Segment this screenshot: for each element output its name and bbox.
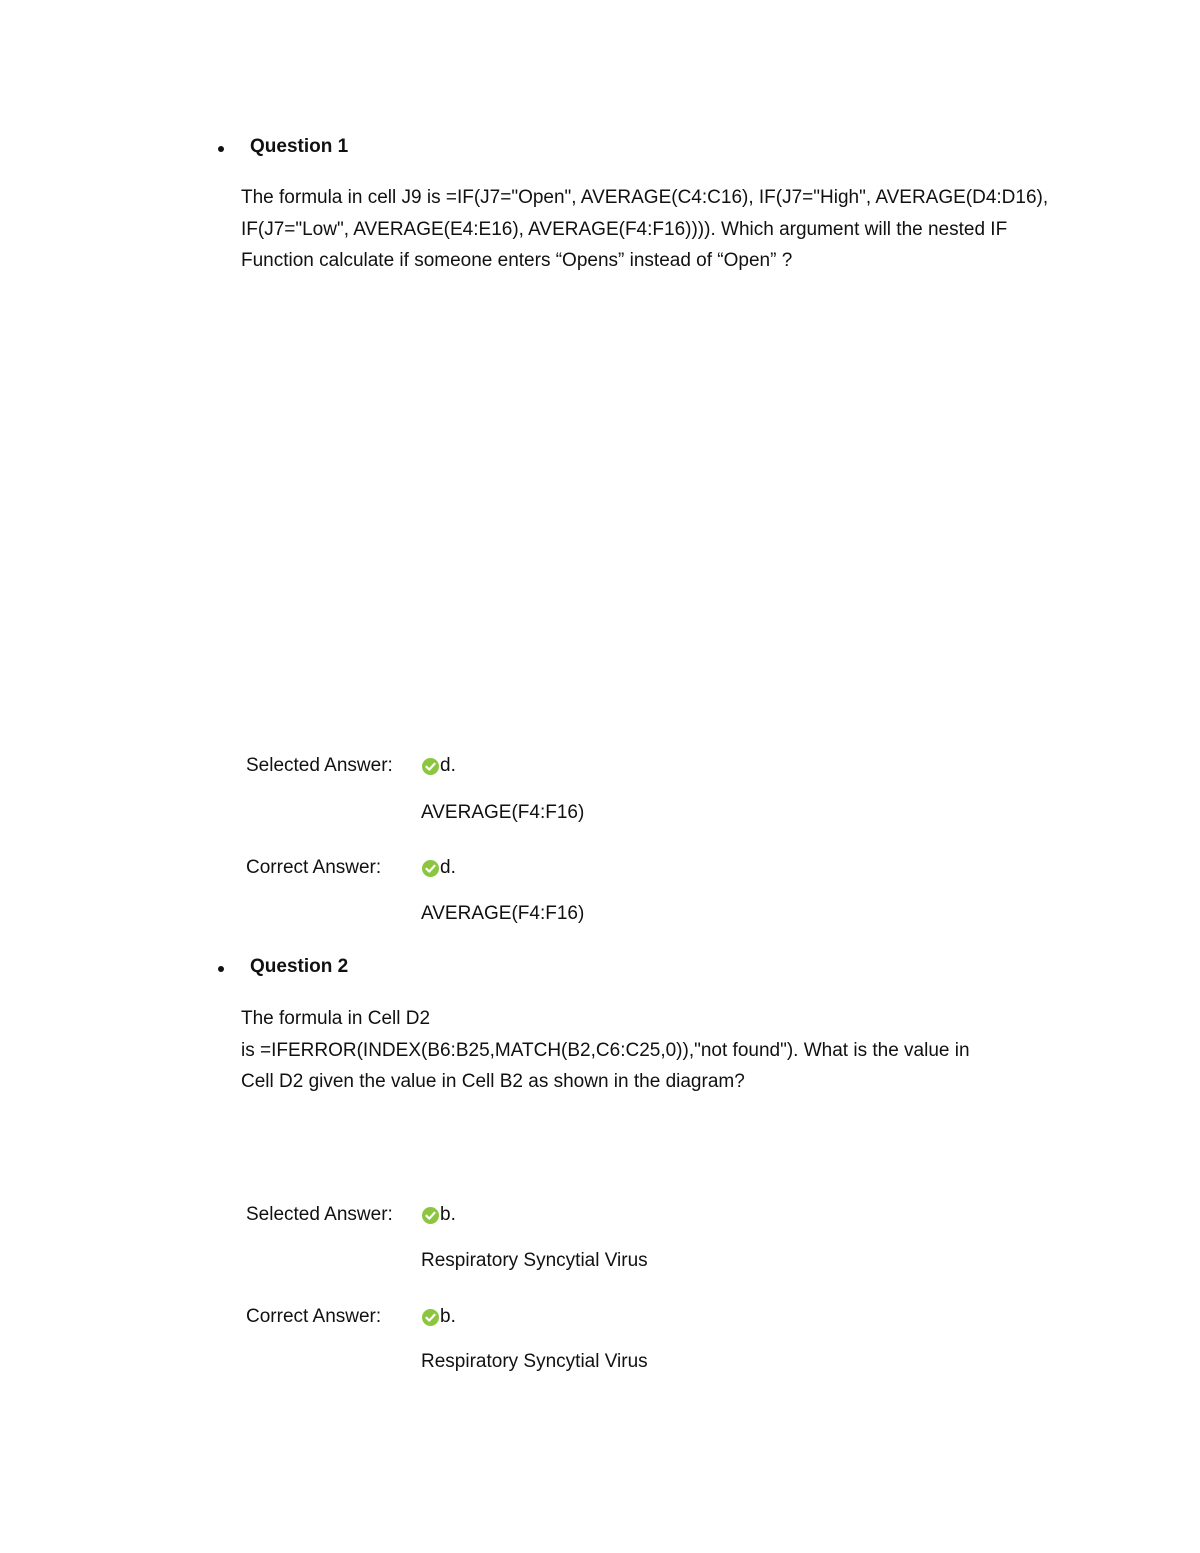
correct-answer-label: Correct Answer: [246,1306,382,1327]
check-circle-icon [422,1309,439,1326]
check-circle-icon [422,860,439,877]
selected-answer-label: Selected Answer: [246,755,393,776]
correct-answer-choice [422,1305,456,1329]
correct-answer-text: AVERAGE(F4:F16) [421,903,585,924]
selected-answer-text: AVERAGE(F4:F16) [421,802,585,823]
correct-answer-letter: b. [440,1306,456,1327]
question-2-text-line: Cell D2 given the value in Cell B2 as shown in the diagram? [241,1071,745,1092]
check-circle-icon [422,758,439,775]
question-1-text-line: Function calculate if someone enters “Opens” instead of “Open” ? [241,250,793,271]
selected-answer-letter: b. [440,1204,456,1225]
question-1-text [241,182,1121,277]
question-2-title: Question 2 [250,956,349,977]
selected-answer-text: Respiratory Syncytial Virus [421,1250,648,1271]
question-1-title: Question 1 [250,136,349,157]
bullet-dot-icon [218,146,224,152]
correct-answer-text: Respiratory Syncytial Virus [421,1351,648,1372]
question-2-text [241,1003,1121,1098]
bullet-dot-icon [218,966,224,972]
correct-answer-label: Correct Answer: [246,857,382,878]
question-1-text-line: IF(J7="Low", AVERAGE(E4:E16), AVERAGE(F4:F16)))). Which argument will the nested IF [241,218,1008,240]
question-2-text-line: is =IFERROR(INDEX(B6:B25,MATCH(B2,C6:C25,0)),"not found"). What is the value in [241,1039,970,1061]
selected-answer-letter: d. [440,755,456,776]
question-2-text-line: The formula in Cell D2 [241,1008,431,1029]
correct-answer-letter: d. [440,857,456,878]
selected-answer-choice [422,754,456,778]
check-circle-icon [422,1207,439,1224]
correct-answer-choice [422,856,456,880]
selected-answer-label: Selected Answer: [246,1204,393,1225]
question-1-text-line: The formula in cell J9 is =IF(J7="Open", AVERAGE(C4:C16), IF(J7="High", AVERAGE(D4:D16), [241,187,1049,208]
selected-answer-choice [422,1203,456,1227]
